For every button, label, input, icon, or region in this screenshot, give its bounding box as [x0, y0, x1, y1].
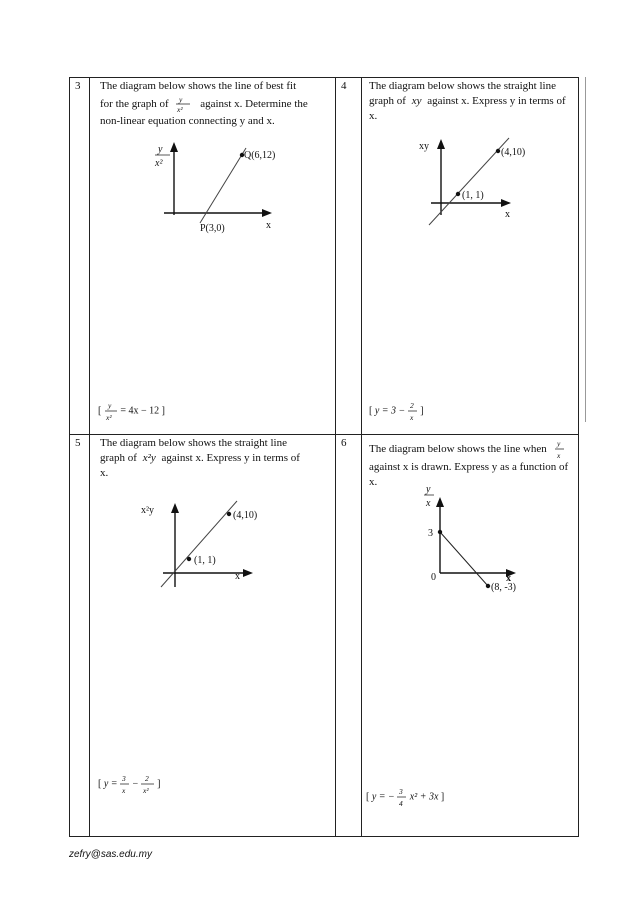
graph-line [440, 532, 488, 586]
answer-expression: y = 3 − [374, 405, 406, 417]
footer-email: zefry@sas.edu.my [69, 849, 152, 860]
question-line: The diagram below shows the straight line [369, 80, 556, 92]
y-axis-label-denominator: x² [155, 158, 163, 169]
point-label: Q(6,12) [244, 150, 276, 161]
y-axis-arrow-icon [171, 503, 179, 513]
answer-q5 [98, 773, 161, 795]
answer-q3 [98, 400, 165, 422]
point-label: P(3,0) [200, 223, 225, 234]
point [187, 557, 191, 561]
fraction-denominator: x [122, 786, 126, 795]
graph-line [161, 501, 237, 587]
fraction-numerator: y [179, 95, 183, 105]
question-fragment: for the graph of [100, 98, 169, 110]
question-line: non-linear equation connecting y and x. [100, 115, 275, 127]
bracket: [ [366, 791, 370, 803]
x-axis-label: x [506, 573, 511, 584]
question-fragment: x²y [142, 452, 156, 464]
question-text [100, 79, 332, 129]
fraction-denominator: x² [142, 786, 149, 795]
point [486, 584, 490, 588]
question-fragment: graph of [100, 452, 137, 464]
answer-fraction [397, 786, 407, 808]
y-axis-arrow-icon [436, 497, 444, 507]
point-label: (4,10) [233, 510, 258, 521]
point [438, 530, 442, 534]
fraction-numerator: 2 [409, 401, 414, 410]
y-axis-label: x²y [141, 505, 154, 516]
bracket: [ [98, 405, 102, 417]
graph-q3 [150, 140, 280, 235]
y-axis-label: xy [419, 141, 429, 152]
question-line: x. [369, 476, 378, 488]
x-axis-label: x [505, 209, 510, 220]
fraction-y-over-x [554, 438, 566, 460]
bracket: [ [369, 405, 373, 417]
point-label: (1, 1) [194, 555, 216, 566]
fraction-numerator: y [107, 401, 112, 410]
x-axis-arrow-icon [262, 209, 272, 217]
best-fit-line [200, 148, 246, 223]
fraction-denominator: 4 [399, 799, 404, 808]
fraction-denominator: x² [105, 413, 112, 422]
question-line [100, 451, 332, 466]
question-number: 6 [341, 437, 347, 449]
question-fragment: graph of [369, 95, 406, 107]
question-line: x. [369, 110, 378, 122]
question-fragment: xy [411, 95, 422, 107]
answer-fraction [104, 400, 118, 422]
point-label: (4,10) [501, 147, 526, 158]
bracket: ] [157, 778, 161, 790]
point-label: (8, -3) [491, 582, 516, 593]
answer-fraction [408, 400, 418, 422]
question-line [100, 94, 332, 114]
question-line: The diagram below shows the line of best fit [100, 80, 297, 92]
question-line: The diagram below shows the straight line [100, 437, 287, 449]
y-axis-label-denominator: x [426, 498, 431, 509]
table-divider [335, 77, 336, 836]
graph-q6 [418, 483, 538, 598]
fraction-numerator: 3 [122, 774, 126, 783]
bracket: ] [420, 405, 424, 417]
table-divider [361, 77, 362, 836]
x-axis-arrow-icon [501, 199, 511, 207]
question-line: against x is drawn. Express y as a function of [369, 461, 569, 473]
answer-expression: x² + 3x [409, 791, 439, 803]
point [496, 149, 500, 153]
answer-q4 [369, 400, 424, 422]
answer-expression: = 4x − 12 [120, 405, 160, 417]
answer-expression: y = − [371, 791, 395, 803]
question-text [369, 79, 583, 124]
question-fragment: against x. Determine the [200, 98, 308, 110]
answer-fraction [120, 773, 130, 795]
y-axis-label-numerator: y [426, 484, 431, 495]
answer-expression: y = [103, 778, 118, 790]
fraction-y-over-x2 [174, 94, 194, 114]
fraction-numerator: y [556, 439, 560, 449]
fraction-numerator: 3 [399, 787, 404, 796]
point [456, 192, 460, 196]
bracket: ] [440, 791, 445, 803]
fraction-denominator: x [409, 413, 414, 422]
answer-fraction [141, 773, 155, 795]
fraction-denominator: x [556, 451, 560, 461]
graph-q5 [135, 495, 270, 595]
question-line: x. [100, 467, 109, 479]
y-axis-label-numerator: y [158, 144, 163, 155]
question-line [369, 438, 583, 460]
y-axis-arrow-icon [437, 139, 445, 149]
question-fragment: against x. Express y in terms of [161, 452, 300, 464]
origin-label: 0 [431, 572, 436, 583]
y-intercept-label: 3 [428, 528, 433, 539]
x-axis-label: x [235, 571, 240, 582]
x-axis-arrow-icon [243, 569, 253, 577]
table-row-divider [69, 434, 578, 435]
y-axis-arrow-icon [170, 142, 178, 152]
bracket: ] [161, 405, 165, 417]
bracket: [ [98, 778, 102, 790]
question-fragment: The diagram below shows the line when [369, 443, 547, 455]
x-axis-label: x [266, 220, 271, 231]
question-text [100, 436, 332, 481]
fraction-numerator: 2 [144, 774, 149, 783]
table-divider [89, 77, 90, 836]
question-number: 5 [75, 437, 81, 449]
question-fragment: against x. Express y in terms of [427, 95, 566, 107]
table-divider [585, 77, 586, 422]
graph-q4 [415, 135, 550, 230]
question-number: 4 [341, 80, 347, 92]
question-number: 3 [75, 80, 81, 92]
question-line [369, 94, 583, 109]
fraction-denominator: x² [177, 105, 184, 115]
answer-operator: − [132, 778, 139, 790]
point-label: (1, 1) [462, 190, 484, 201]
point [227, 512, 231, 516]
answer-q6 [366, 786, 444, 808]
